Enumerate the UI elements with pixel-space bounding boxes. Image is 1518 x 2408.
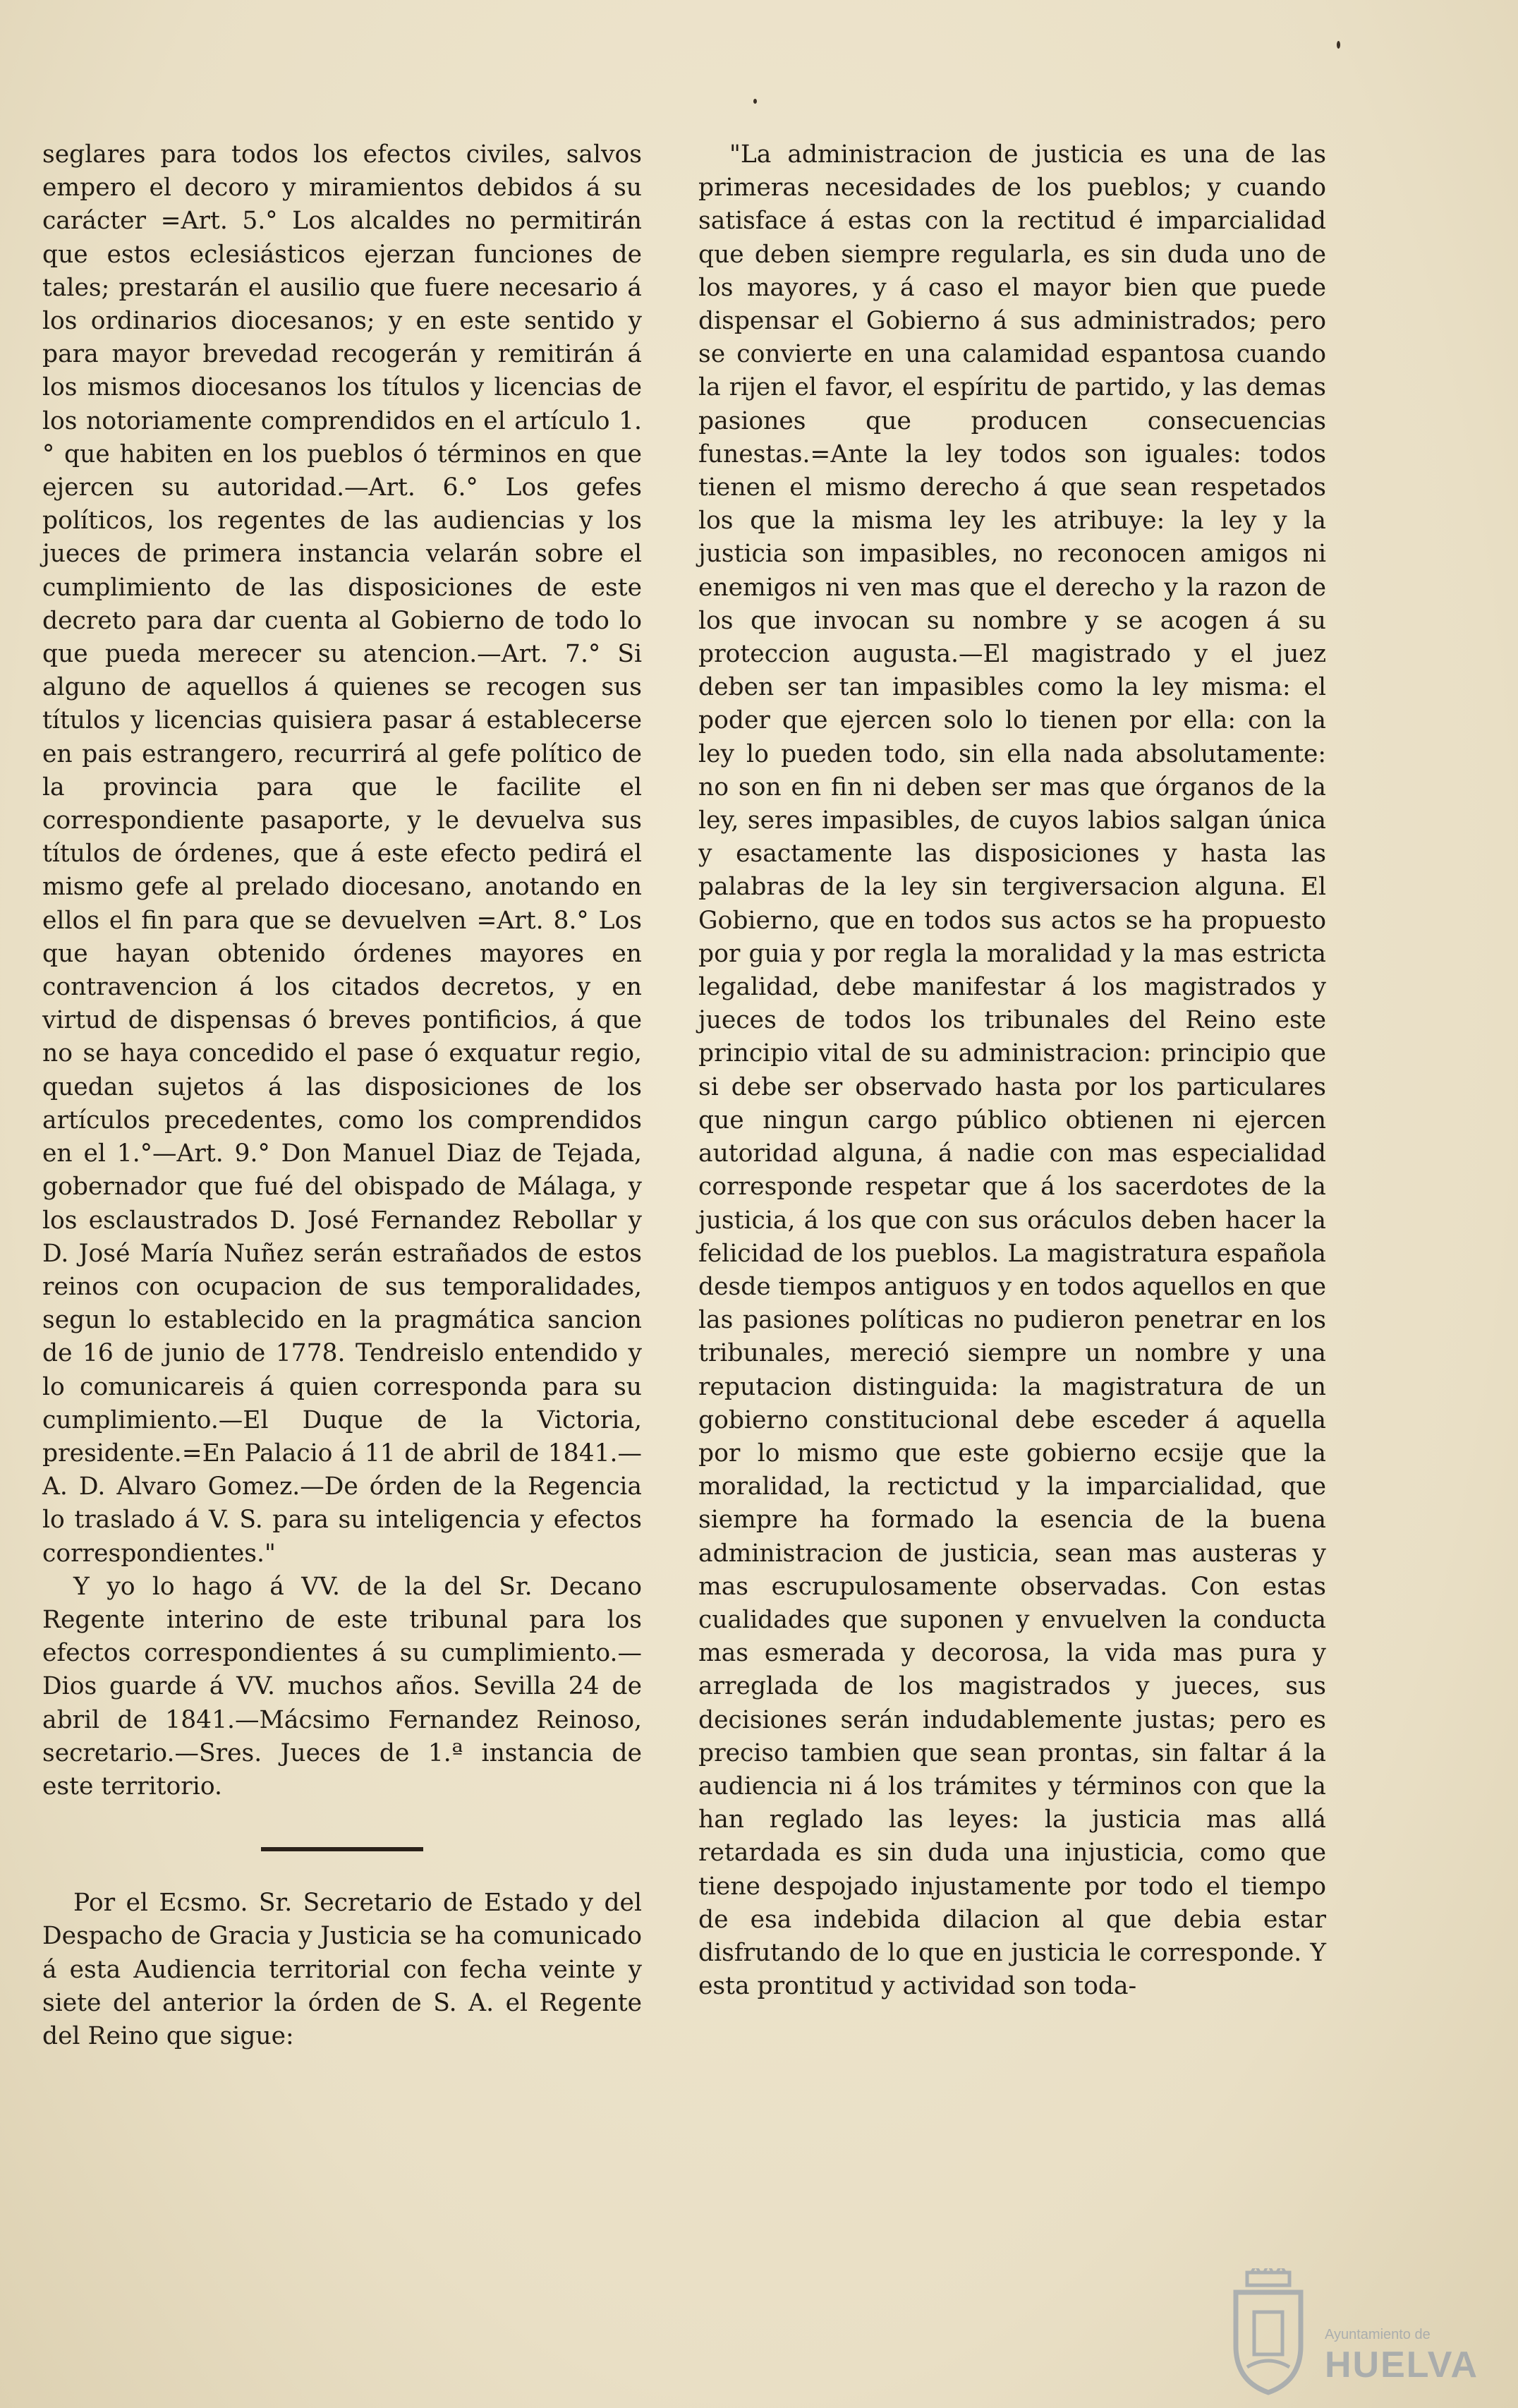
new-order-intro-paragraph: Por el Ecsmo. Sr. Secretario de Estado y del Despacho de Gracia y Justicia se ha comunicado á esta Audiencia territorial con fecha veinte y siete del anterior la órden de S. A. el Regente del Reino que sigue: [42, 1889, 642, 2050]
watermark-line-big: HUELVA [1325, 2345, 1479, 2385]
decree-continuation-paragraph: seglares para todos los efectos civiles, salvos empero el decoro y miramientos debidos á su carácter =Art. 5.° Los alcaldes no permitirán que estos eclesiásticos ejerzan funciones de tales; prestarán el ausilio que fuere necesario á los ordinarios diocesanos; y en este sentido y para mayor brevedad recogerán y remitirán á los mismos diocesanos los títulos y licencias de los notoriamente comprendidos en el artículo 1.° que habiten en los pueblos ó términos en que ejercen su autoridad.—Art. 6.° Los gefes políticos, los regentes de las audiencias y los jueces de primera instancia velarán sobre el cumplimiento de las disposiciones de este decreto para dar cuenta al Gobierno de todo lo que pueda merecer su atencion.—Art. 7.° Si alguno de aquellos á quienes se recogen sus títulos y licencias quisiera pasar á establecerse en pais estrangero, recurrirá al gefe político de la provincia para que le facilite el correspondiente pasaporte, y le devuelva sus títulos de órdenes, que á este efecto pedirá el mismo gefe al prelado diocesano, anotando en ellos el fin para que se devuelven =Art. 8.° Los que hayan obtenido órdenes mayores en contravencion á los citados decretos, y en virtud de dispensas ó breves pontificios, á que no se haya concedido el pase ó exquatur regio, quedan sujetos á las disposiciones de los artículos precedentes, como los comprendidos en el 1.°—Art. 9.° Don Manuel Diaz de Tejada, gobernador que fué del obispado de Málaga, y los esclaustrados D. José Fernandez Rebollar y D. José María Nuñez serán estrañados de estos reinos con ocupacion de sus temporalidades, segun lo establecido en la pragmática sancion de 16 de junio de 1778. Tendreislo entendido y lo comunicareis á quien corresponda para su cumplimiento.—El Duque de la Victoria, presidente.=En Palacio á 11 de abril de 1841.—A. D. Alvaro Gomez.—De órden de la Regencia lo traslado á V. S. para su inteligencia y efectos correspondientes." [42, 140, 642, 1568]
archive-watermark [1226, 2265, 1479, 2399]
watermark-line-small: Ayuntamiento de [1325, 2327, 1431, 2342]
ink-speck [753, 99, 757, 104]
coat-of-arms-icon [1226, 2268, 1311, 2395]
transmittal-paragraph: Y yo lo hago á VV. de la del Sr. Decano Regente interino de este tribunal para los efectos correspondientes á su cumplimiento.—Dios guarde á VV. muchos años. Sevilla 24 de abril de 1841.—Mácsimo Fernandez Reinoso, secretario.—Sres. Jueces de 1.ª instancia de este territorio. [42, 1572, 642, 1801]
left-column [42, 138, 642, 2053]
section-divider [261, 1847, 423, 1851]
right-column [698, 138, 1326, 2003]
justice-administration-paragraph: "La administracion de justicia es una de las primeras necesidades de los pueblos; y cuando satisface á estas con la rectitud é imparcialidad que deben siempre regularla, es sin duda uno de los mayores, y á caso el mayor bien que puede dispensar el Gobierno á sus administrados; pero se convierte en una calamidad espantosa cuando la rijen el favor, el espíritu de partido, y las demas pasiones que producen consecuencias funestas.=Ante la ley todos son iguales: todos tienen el mismo derecho á que sean respetados los que la misma ley les atribuye: la ley y la justicia son impasibles, no reconocen amigos ni enemigos ni ven mas que el derecho y la razon de los que invocan su nombre y se acogen á su proteccion augusta.—El magistrado y el juez deben ser tan impasibles como la ley misma: el poder que ejercen solo lo tienen por ella: con la ley lo pueden todo, sin ella nada absolutamente: no son en fin ni deben ser mas que órganos de la ley, seres impasibles, de cuyos labios salgan única y esactamente las disposiciones y hasta las palabras de la ley sin tergiversacion alguna. El Gobierno, que en todos sus actos se ha propuesto por guia y por regla la moralidad y la mas estricta legalidad, debe manifestar á los magistrados y jueces de todos los tribunales del Reino este principio vital de su administracion: principio que si debe ser observado hasta por los particulares que ningun cargo público obtienen ni ejercen autoridad alguna, á nadie con mas especialidad corresponde respetar que á los sacerdotes de la justicia, á los que con sus oráculos deben hacer la felicidad de los pueblos. La magistratura española desde tiempos antiguos y en todos aquellos en que las pasiones políticas no pudieron penetrar en los tribunales, mereció siempre un nombre y una reputacion distinguida: la magistratura de un gobierno constitucional debe esceder á aquella por lo mismo que este gobierno ecsije que la moralidad, la rectictud y la imparcialidad, que siempre ha formado la esencia de la buena administracion de justicia, sean mas austeras y mas escrupulosamente observadas. Con estas cualidades que suponen y envuelven la conducta mas esmerada y decorosa, la vida mas pura y arreglada de los magistrados y jueces, sus decisiones serán indudablemente justas; pero es preciso tambien que sean prontas, sin faltar á la audiencia ni á los trámites y términos con que la han reglado las leyes: la justicia mas allá retardada es sin duda una injusticia, como que tiene despojado injustamente por todo el tiempo de esa indebida dilacion al que debia estar disfrutando de lo que en justicia le corresponde. Y esta prontitud y actividad son toda- [698, 140, 1327, 2001]
ink-speck [1337, 41, 1340, 49]
